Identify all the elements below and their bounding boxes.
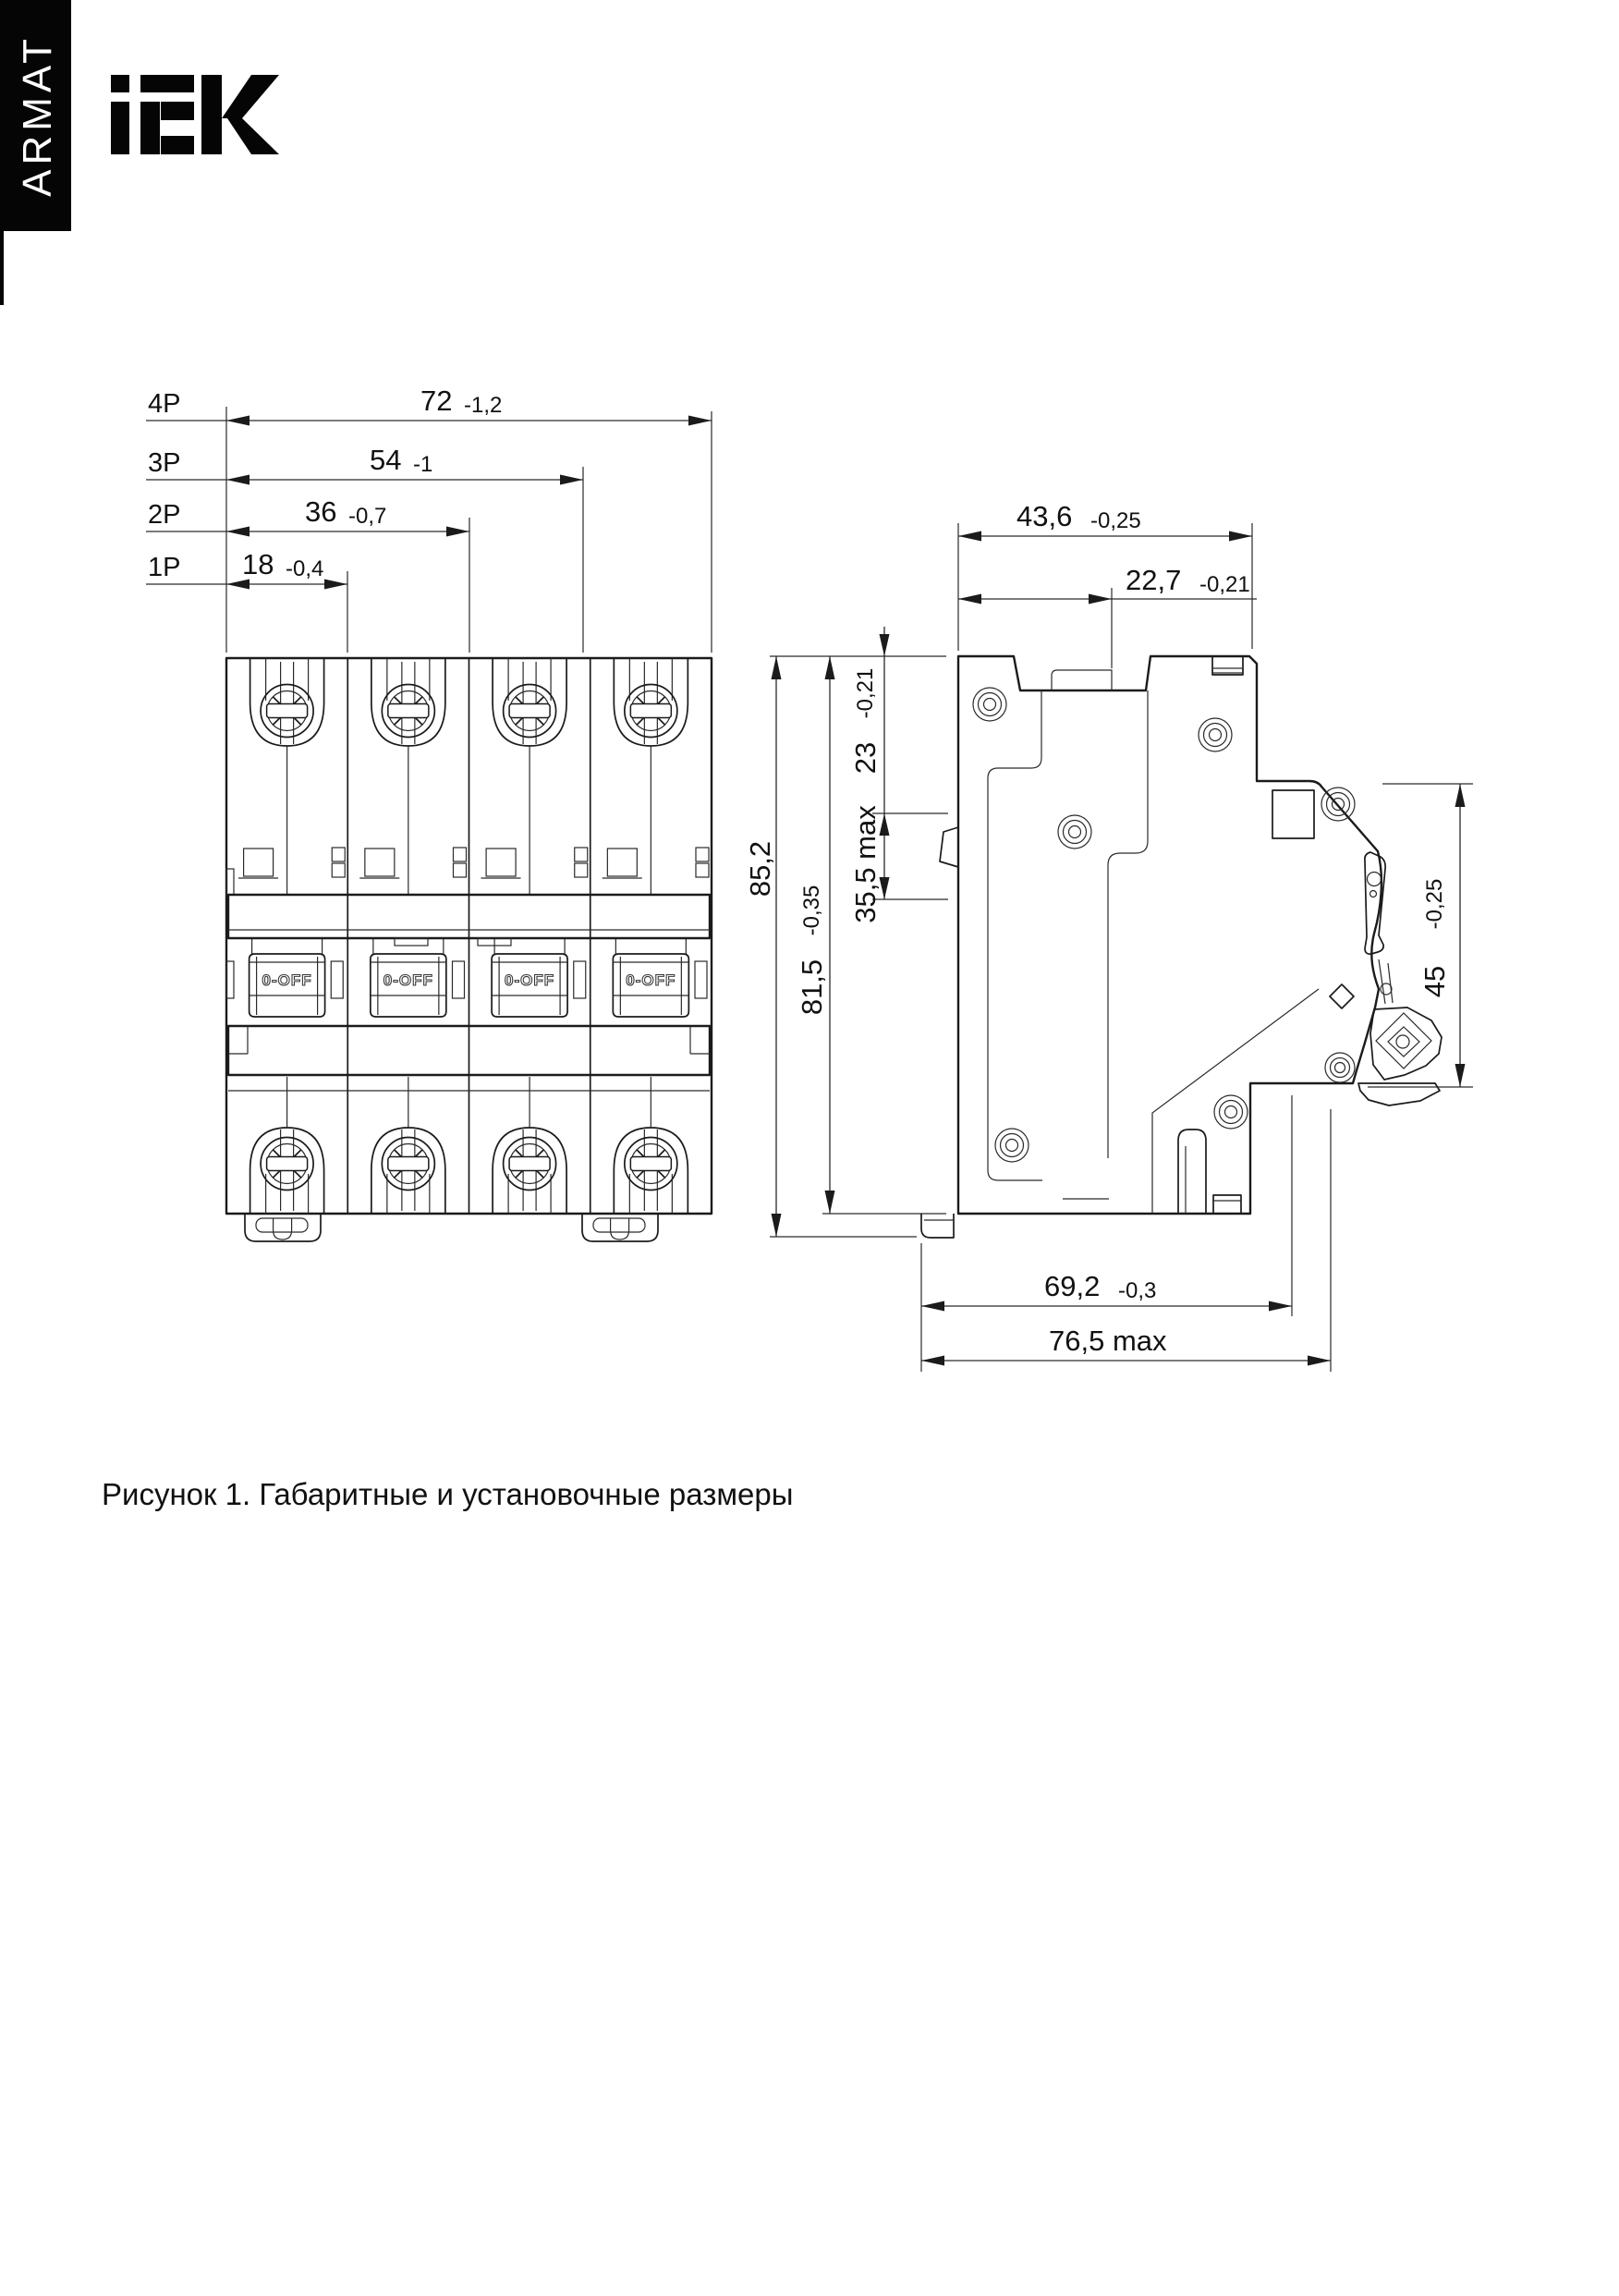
diamond-boss — [1330, 984, 1354, 1008]
dim-tolerance: -0,4 — [286, 556, 324, 581]
toggle-label-1: 0-OFF — [262, 971, 312, 989]
dim-value: 18 — [242, 548, 274, 580]
dimension-85-2 — [744, 656, 782, 1237]
dim-tolerance: -0,25 — [1422, 878, 1447, 930]
dimension-81-5 — [796, 656, 835, 1214]
side-view-drawing — [921, 656, 1442, 1238]
armat-label: ARMAT — [15, 34, 60, 197]
front-view-drawing — [226, 658, 712, 1241]
toggle-label-3: 0-OFF — [505, 971, 555, 989]
pole-label: 2P — [148, 500, 181, 530]
dim-value: 36 — [305, 495, 337, 528]
pole-label: 3P — [148, 448, 181, 478]
dim-value: 54 — [370, 444, 402, 476]
dim-value: 45 — [1418, 965, 1451, 998]
dimension-69-2 — [921, 1270, 1292, 1312]
dimension-43-6 — [958, 500, 1252, 542]
handle-recess — [1272, 790, 1314, 838]
front-view-dimensions — [146, 385, 712, 653]
dim-value: 23 — [849, 741, 882, 775]
dimension-22-7 — [958, 564, 1257, 668]
rivets — [973, 688, 1355, 1162]
iek-logo — [111, 75, 279, 154]
dim-tolerance: -0,7 — [348, 504, 387, 529]
dim-value: 72 — [420, 385, 453, 417]
dimension-45 — [1368, 784, 1473, 1087]
dimension-2p — [146, 495, 469, 537]
dim-tolerance: -0,3 — [1118, 1278, 1157, 1303]
dim-tolerance: -0,35 — [799, 885, 824, 936]
dim-tolerance: -1,2 — [464, 393, 503, 418]
depth-dimensions — [921, 1095, 1331, 1372]
dim-value: 69,2 — [1044, 1270, 1101, 1302]
toggle-label-2: 0-OFF — [383, 971, 433, 989]
din-foot-left — [245, 1214, 321, 1241]
dim-value: 43,6 — [1016, 500, 1073, 532]
height-dimensions — [744, 627, 948, 1237]
dim-tolerance: -0,21 — [853, 667, 878, 719]
dim-value: 85,2 — [744, 840, 776, 898]
dim-tolerance: -0,25 — [1090, 508, 1141, 533]
din-foot-right — [582, 1214, 658, 1241]
dim-value: 81,5 — [796, 959, 828, 1016]
figure-caption: Рисунок 1. Габаритные и установочные размеры — [102, 1477, 794, 1511]
dimension-1p — [146, 548, 347, 590]
dimension-3p — [146, 444, 583, 485]
pole-label: 1P — [148, 553, 181, 582]
brand-block — [0, 0, 279, 305]
dimension-76-5 — [921, 1325, 1331, 1366]
toggle-lever-side — [1365, 852, 1385, 954]
dimension-4p — [146, 385, 712, 426]
dim-tolerance: -0,21 — [1199, 572, 1250, 597]
dim-value: 35,5 max — [849, 805, 882, 923]
dim-tolerance: -1 — [413, 452, 433, 477]
pole-label: 4P — [148, 389, 181, 419]
toggle-label-4: 0-OFF — [626, 971, 676, 989]
side-view-top-dimensions — [958, 500, 1257, 668]
dim-value: 22,7 — [1126, 564, 1182, 596]
dim-value: 76,5 max — [1049, 1325, 1167, 1357]
page-edge-rule — [0, 0, 4, 305]
